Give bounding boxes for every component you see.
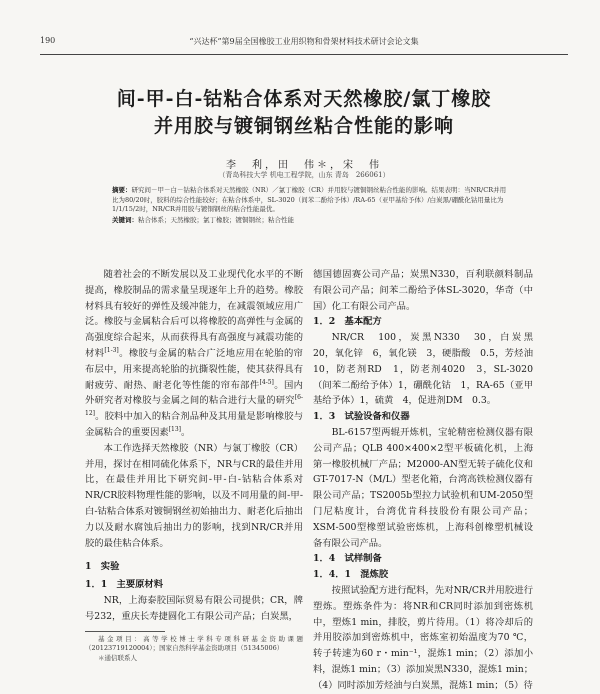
subsection-heading-formula: 1．2 基本配方 [313,316,382,328]
affiliation: （青岛科技大学 机电工程学院，山东 青岛 266061） [218,171,390,179]
keywords-text: 粘合体系；天然橡胶；氯丁橡胶；镀铜钢丝；粘合性能 [138,215,294,224]
citation-4-5: [4-5] [259,378,274,386]
abstract-text: 研究间－甲－白－钴粘合体系对天然橡胶（NR）／氯丁橡胶（CR）并用胶与镀铜钢丝粘合性能的影响。结果表明：当NR/CR并用比为80/20时，胶料的综合性能较好；在粘合体系中，SL-3020（间苯二酚给予体）/RA-65（亚甲基给予体）/白炭黑/硼酰化钴用量比为1/1/15/2时，NR/CR并用胶与镀铜钢丝的粘合性能最优。 [112,186,507,214]
header-rule [40,54,568,55]
abstract-label: 摘要： [112,186,132,194]
subsection-heading-sample-prep: 1．4 试样制备 [313,553,382,565]
formula-paragraph: NR/CR 100，炭黑N330 30，白炭黑 20，氧化锌 6，氧化镁 3，硬脂酸 0.5，芳烃油 10，防老剂RD 1，防老剂4020 3，SL-3020（间苯二酚给予体）1，硼酰化钴 1，RA-65（亚甲基给予体）1，硫黄 4，促进剂DM 0.3。 [313,332,543,407]
section-heading-experiment: 1 实验 [85,561,120,573]
equipment-paragraph: BL-6157型两辊开炼机，宝轮精密检测仪器有限公司产品；QLB 400×400×2型平板硫化机，上海第一橡胶机械厂产品；M2000-AN型无转子硫化仪和GT-7017-N（M/L）型老化箱，台湾高铁检测仪器有限公司产品；TS2005b型拉力试验机和UM-2050型门尼粘度计，台湾优肯科技股份有限公司产品；XSM-500型橡塑试验密炼机，上海科创橡塑机械设备有限公司产品。 [313,426,533,549]
materials-paragraph: NR，上海泰胶国际贸易有限公司提供；CR，牌号232，重庆长寿捷圆化工有限公司产品；白炭黑， [85,594,303,622]
subsection-heading-materials: 1．1 主要原材料 [85,579,164,591]
page-number: 190 [40,36,56,45]
abstract-block [112,186,512,225]
intro-paragraph-2: 本工作选择天然橡胶（NR）与氯丁橡胶（CR）并用，探讨在相同硫化体系下，NR与CR的最佳并用比，在最佳并用比下研究间-甲-白-钴粘合体系对NR/CR胶料物理性能的影响，以及不同用量的间-甲-白-钴粘合体系对镀铜钢丝初始抽出力、耐老化后抽出力以及耐水腐蚀后抽出力的影响，找到NR/CR并用胶的最佳粘合体系。 [85,442,303,549]
subsection-heading-equipment: 1．3 试验设备和仪器 [313,411,410,423]
keywords-label: 关键词： [112,215,138,224]
title-line-2: 并用胶与镀铜钢丝粘合性能的影响 [153,115,454,137]
author-list: 李 利，田 伟＊，宋 伟 [226,160,382,171]
conference-title: “兴达杯”第9届全国橡胶工业用织物和骨架材料技术研讨会论文集 [189,37,419,46]
corresponding-author-footnote: ＊通信联系人 [98,653,137,662]
subsubsection-heading-compound: 1．4．1 混炼胶 [313,569,389,581]
mixing-paragraph: 按照试验配方进行配料，先对NR/CR并用胶进行塑炼。塑炼条件为：将NR和CR同时添加到密炼机中，塑炼1 min，排胶，剪片待用。（1）将冷却后的并用胶添加到密炼机中，密炼室初始温度为70 ℃，转子转速为60 r・min⁻¹，混炼1 min；（2）添加小料，混炼1 min；（3）添加炭黑N330，混炼1 min；（4）同时添加芳烃油与白炭黑，混炼1 min；（5）待 [313,584,533,691]
citation-13: [13] [168,425,182,433]
title-line-1: 间-甲-白-钴粘合体系对天然橡胶/氯丁橡胶 [116,88,492,110]
intro-paragraph-1: 随着社会的不断发展以及工业现代化水平的不断提高，橡胶制品的需求量呈现逐年上升的趋势。橡胶材料具有较好的弹性及缓冲能力，在减震领域应用广泛。橡胶与金属粘合后可以将橡胶的高弹性与金属的高强度综合起来，从而获得具有高强度与减震功能的材料[1-3]。橡胶与金属的粘合广泛地应用在轮胎的帘布层中，用来提高轮胎的抗撕裂性能，使其获得具有耐疲劳、耐热、耐老化等性能的帘布部件[4-5]。国内外研究者对橡胶与金属之间的粘合进行大量的研究[6-12]。胶料中加入的粘合剂品种及其用量是影响橡胶与金属粘合的重要因素[13]。 [85,269,303,438]
left-column [85,267,303,663]
funding-footnote: 基金项目：高等学校博士学科专项科研基金资助课题（20123719120004）；国家自然科学基金资助项目（51345006） [85,634,303,653]
footnote-rule [85,631,165,632]
citation-1-3: [1-3] [104,346,119,354]
materials-continued: 德国德固赛公司产品；炭黑N330，百利联颜料制品有限公司产品；间苯二酚给予体SL-3020，华奇（中国）化工有限公司产品。 [313,269,533,312]
citation-6-12: [6-12] [85,394,303,418]
paper-title [40,86,568,140]
right-column [313,267,543,694]
running-header [40,36,568,50]
